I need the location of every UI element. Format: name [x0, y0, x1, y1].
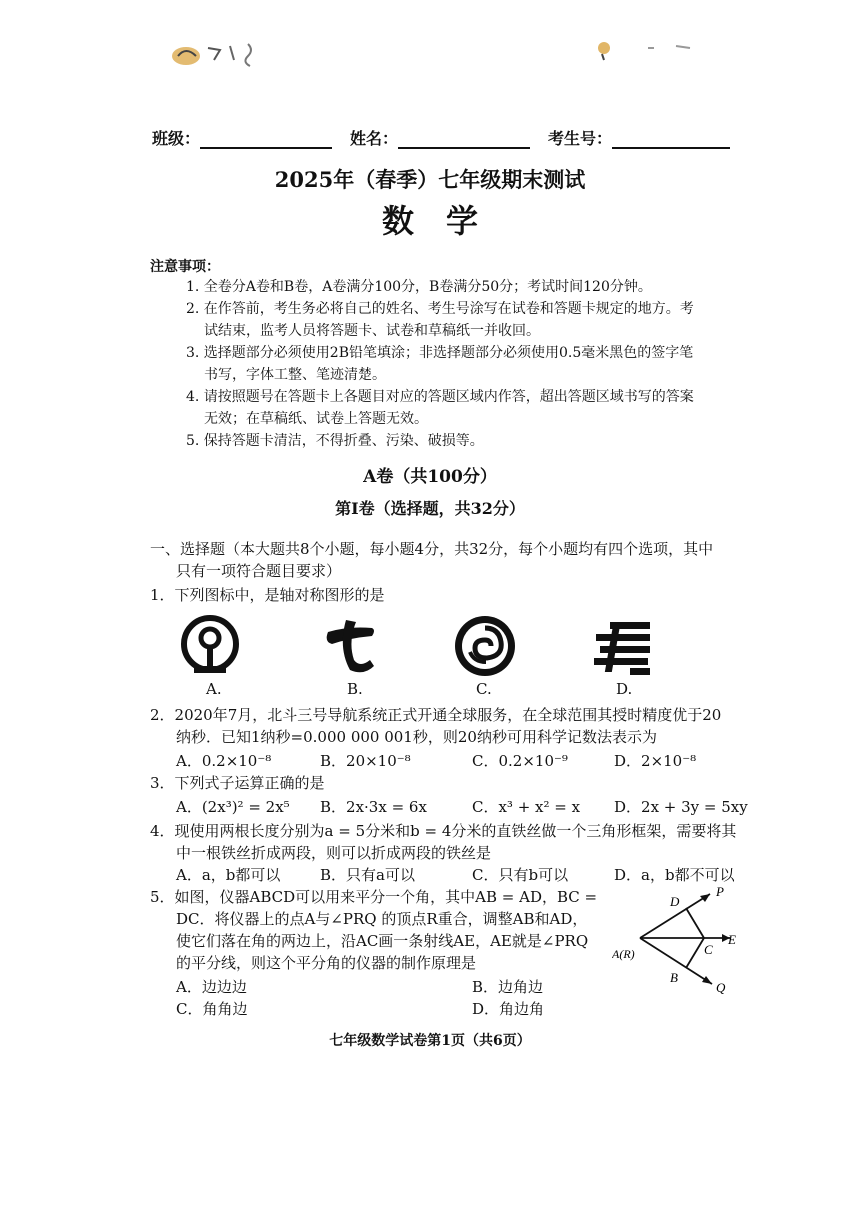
note-item: 试结束，监考人员将答题卡、试卷和草稿纸一并收回。 — [204, 323, 540, 339]
q3-option-b[interactable]: B．2x·3x = 6x — [320, 798, 427, 816]
q2-option-a[interactable]: A．0.2×10⁻⁸ — [176, 752, 272, 770]
angle-bisector-figure — [612, 880, 742, 996]
q1-label-a[interactable]: A. — [206, 680, 222, 698]
section1-line2: 只有一项符合题目要求） — [176, 562, 342, 580]
section1-line1: 一、选择题（本大题共8个小题，每小题4分，共32分，每个小题均有四个选项，其中 — [150, 540, 714, 558]
figure-label-q: Q — [716, 980, 726, 995]
q4-option-c[interactable]: C．只有b可以 — [472, 866, 569, 884]
section-a-heading: A卷（共100分） — [363, 467, 497, 487]
q5-option-a[interactable]: A．边边边 — [176, 978, 247, 996]
q5-line1: 5．如图，仪器ABCD可以用来平分一个角，其中AB = AD，BC = — [150, 888, 598, 906]
id-label: 考生号： — [548, 129, 613, 148]
note-item: 2. 在作答前，考生务必将自己的姓名、考生号涂写在试卷和答题卡规定的地方。考 — [186, 301, 694, 317]
q5-option-c[interactable]: C．角角边 — [176, 1000, 248, 1018]
notes-heading: 注意事项： — [150, 259, 220, 275]
id-field — [548, 126, 730, 149]
figure-label-p: P — [716, 884, 724, 899]
q1-label-c[interactable]: C. — [476, 680, 492, 698]
q5-option-d[interactable]: D．角边角 — [472, 1000, 545, 1018]
q2-option-c[interactable]: C．0.2×10⁻⁹ — [472, 752, 568, 770]
note-item: 3. 选择题部分必须使用2B铅笔填涂；非选择题部分必须使用0.5毫米黑色的签字笔 — [186, 345, 694, 361]
note-item: 书写，字体工整、笔迹清楚。 — [204, 367, 386, 383]
figure-label-a: A(R) — [612, 947, 635, 961]
q4-line2: 中一根铁丝折成两段，则可以折成两段的铁丝是 — [176, 844, 492, 862]
note-item: 无效；在草稿纸、试卷上答题无效。 — [204, 411, 428, 427]
q3-stem: 3．下列式子运算正确的是 — [150, 774, 325, 792]
name-blank[interactable] — [398, 129, 530, 149]
railway-logo-icon — [178, 614, 242, 680]
page-footer: 七年级数学试卷第1页（共6页） — [329, 1033, 531, 1049]
q4-option-d[interactable]: D．a，b都不可以 — [614, 866, 735, 884]
figure-label-b: B — [670, 970, 678, 985]
q4-option-a[interactable]: A．a，b都可以 — [176, 866, 281, 884]
q3-option-c[interactable]: C．x³ + x² = x — [472, 798, 581, 816]
class-label: 班级： — [152, 129, 201, 148]
q4-line1: 4．现使用两根长度分别为a = 5分米和b = 4分米的直铁丝做一个三角形框架，需要将其 — [150, 822, 737, 840]
note-item: 1. 全卷分A卷和B卷，A卷满分100分，B卷满分50分；考试时间120分钟。 — [186, 279, 652, 295]
q1-stem: 1．下列图标中，是轴对称图形的是 — [150, 586, 385, 604]
telecom-logo-icon — [320, 614, 384, 680]
postal-logo-icon — [590, 620, 656, 678]
q3-option-d[interactable]: D．2x + 3y = 5xy — [614, 798, 748, 816]
q5-line3: 使它们落在角的两边上，沿AC画一条射线AE，AE就是∠PRQ — [176, 932, 589, 950]
top-left-scribble — [170, 36, 280, 76]
part1-heading: 第Ⅰ卷（选择题，共32分） — [335, 499, 525, 518]
note-item: 5. 保持答题卡清洁，不得折叠、污染、破损等。 — [186, 433, 484, 449]
q1-label-d[interactable]: D. — [616, 680, 633, 698]
name-field — [350, 126, 530, 149]
subject-title: 数 学 — [381, 202, 478, 240]
q5-option-b[interactable]: B．边角边 — [472, 978, 544, 996]
spiral-logo-icon — [452, 612, 518, 680]
note-item: 4. 请按照题号在答题卡上各题目对应的答题区域内作答，超出答题区域书写的答案 — [186, 389, 694, 405]
figure-label-c: C — [704, 942, 713, 957]
top-right-scribble — [596, 38, 706, 62]
id-blank[interactable] — [612, 129, 730, 149]
q5-line2: DC．将仪器上的点A与∠PRQ 的顶点R重合，调整AB和AD， — [176, 910, 588, 928]
q2-line1: 2．2020年7月，北斗三号导航系统正式开通全球服务，在全球范围其授时精度优于20 — [150, 706, 722, 724]
class-blank[interactable] — [200, 129, 332, 149]
class-field — [152, 126, 332, 149]
q2-option-b[interactable]: B．20×10⁻⁸ — [320, 752, 411, 770]
q2-line2: 纳秒．已知1纳秒=0.000 000 001秒，则20纳秒可用科学记数法表示为 — [176, 728, 657, 746]
q5-line4: 的平分线，则这个平分角的仪器的制作原理是 — [176, 954, 477, 972]
name-label: 姓名： — [350, 129, 399, 148]
exam-title: 2025年（春季）七年级期末测试 — [274, 167, 586, 192]
q3-option-a[interactable]: A．(2x³)² = 2x⁵ — [176, 798, 290, 816]
figure-label-e: E — [728, 932, 736, 947]
figure-label-d: D — [670, 894, 680, 909]
q2-option-d[interactable]: D．2×10⁻⁸ — [614, 752, 697, 770]
q1-label-b[interactable]: B. — [347, 680, 363, 698]
q4-option-b[interactable]: B．只有a可以 — [320, 866, 415, 884]
